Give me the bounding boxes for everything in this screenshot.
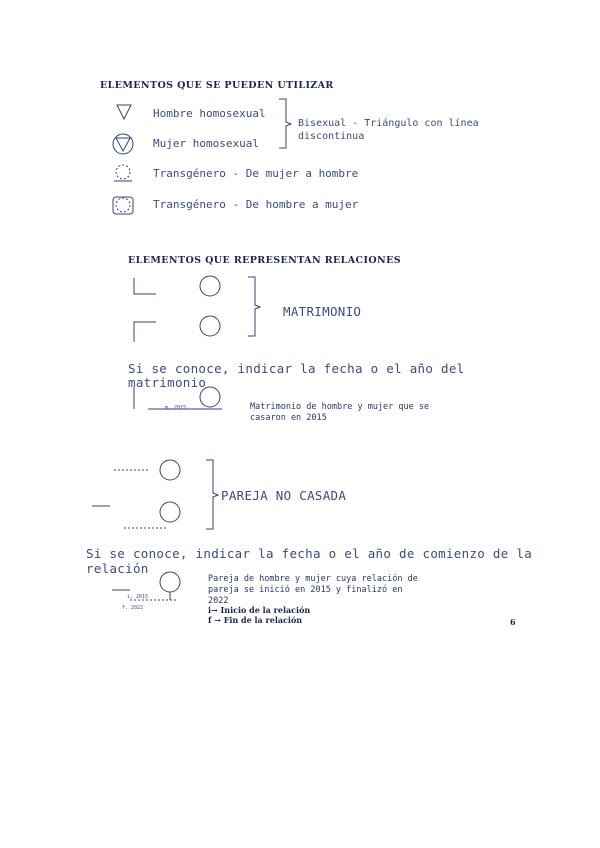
unmarried-caption-line3: 2022 [208,596,229,606]
legend-start: i→ Inicio de la relación [208,605,311,615]
unmarried-couple-symbols [90,458,190,534]
marriage-example-date: m. 2015 [165,405,187,411]
bisexual-note-line2: discontinua [298,131,365,142]
unmarried-label: PAREJA NO CASADA [221,488,347,503]
unmarried-example-start: i. 2015 [127,594,149,600]
legend-label-trans-woman-to-man: Transgénero - De mujer a hombre [153,167,359,180]
marriage-example-caption-line2: casaron en 2015 [250,413,327,423]
unmarried-hint-line2: relación [86,561,149,576]
unmarried-caption-line1: Pareja de hombre y mujer cuya relación de [208,574,418,584]
section-heading-elements: ELEMENTOS QUE SE PUEDEN UTILIZAR [100,80,334,91]
inverted-triangle-icon [116,104,132,120]
marriage-bracket [248,276,268,338]
unmarried-hint-line1: Si se conoce, indicar la fecha o el año de comienzo de la [86,546,533,561]
unmarried-caption-line2: pareja se inició en 2015 y finalizó en [208,585,403,595]
page-number: 6 [510,617,516,627]
transgender-man-to-woman-icon [112,194,134,216]
unmarried-example-symbol [110,570,190,606]
legend-label-lesbian: Mujer homosexual [153,137,259,150]
marriage-label: MATRIMONIO [283,304,362,319]
bisexual-note-line1: Bisexual - Triángulo con línea [298,118,479,129]
triangle-in-circle-icon [112,133,134,155]
marriage-symbols [130,276,230,348]
legend-label-gay-man: Hombre homosexual [153,107,266,120]
marriage-hint-line2: matrimonio [128,375,207,390]
unmarried-example-end: f. 2022 [122,605,144,611]
legend-end: f → Fin de la relación [208,615,303,625]
transgender-woman-to-man-icon [112,164,134,182]
marriage-example-caption-line1: Matrimonio de hombre y mujer que se [250,402,430,412]
legend-label-trans-man-to-woman: Transgénero - De hombre a mujer [153,198,359,211]
marriage-hint-line1: Si se conoce, indicar la fecha o el año del [128,361,465,376]
section-heading-relations: ELEMENTOS QUE REPRESENTAN RELACIONES [128,255,401,266]
grouping-bracket [279,98,293,150]
